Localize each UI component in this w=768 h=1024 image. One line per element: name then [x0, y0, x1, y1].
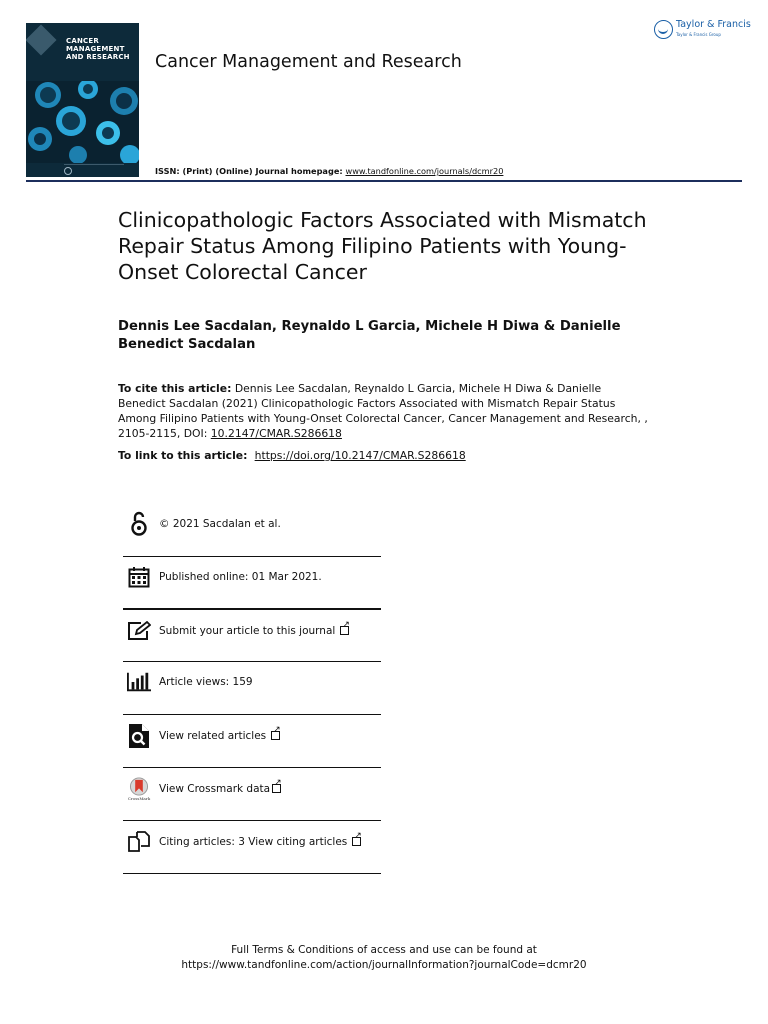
calendar-icon — [127, 565, 151, 589]
doi-link[interactable]: 10.2147/CMAR.S286618 — [210, 427, 342, 440]
header-divider — [26, 180, 742, 182]
edit-icon — [127, 619, 151, 643]
cite-label: To cite this article: — [118, 382, 232, 395]
cover-title: CANCER MANAGEMENT AND RESEARCH — [66, 37, 130, 61]
published-date: Published online: 01 Mar 2021. — [159, 570, 322, 583]
submit-article-row[interactable] — [123, 604, 381, 657]
crossmark-logo-text: CrossMark — [127, 795, 151, 801]
journal-name: Cancer Management and Research — [155, 52, 462, 72]
crossmark-icon — [127, 777, 151, 801]
cite-text: Dennis Lee Sacdalan, Reynaldo L Garcia, Michele H Diwa & Danielle Benedict Sacdalan (2021) Clinicopathologic Factors Associated with Mismatch Repair Status Among Filipino Patients with Young-Onset Colorectal Cancer, Cancer Management and Research, , 2105-2115, DOI: — [118, 382, 648, 440]
issn-label: ISSN: (Print) (Online) Journal homepage: — [155, 166, 346, 176]
cover-badge — [26, 24, 57, 55]
related-articles-row[interactable] — [123, 709, 381, 762]
copyright-row — [123, 497, 381, 550]
taylor-francis-logo-icon — [654, 20, 673, 39]
terms-url[interactable]: https://www.tandfonline.com/action/journalInformation?journalCode=dcmr20 — [181, 959, 587, 971]
external-link-icon — [271, 731, 280, 740]
article-link-row — [118, 449, 466, 462]
citing-articles-icon — [127, 830, 151, 854]
crossmark-link[interactable]: View Crossmark data — [159, 782, 271, 795]
related-articles-link[interactable]: View related articles — [159, 729, 267, 742]
publisher-name: Taylor & Francis — [676, 19, 751, 30]
journal-cover-image — [26, 23, 139, 177]
bar-chart-icon — [127, 670, 151, 694]
copyright-text: © 2021 Sacdalan et al. — [159, 517, 281, 530]
citing-articles-link[interactable]: Citing articles: 3 View citing articles — [159, 835, 348, 848]
article-title: Clinicopathologic Factors Associated with Mismatch Repair Status Among Filipino Patients with Young-Onset Colorectal Cancer — [118, 208, 647, 284]
article-views: Article views: 159 — [159, 675, 253, 688]
citing-articles-row[interactable] — [123, 815, 381, 868]
link-label: To link to this article: — [118, 449, 252, 462]
article-authors: Dennis Lee Sacdalan, Reynaldo L Garcia, Michele H Diwa & Danielle Benedict Sacdalan — [118, 319, 621, 352]
external-link-icon — [340, 626, 349, 635]
cover-publisher-mark — [64, 164, 124, 173]
open-access-icon — [127, 512, 151, 536]
terms-footer — [0, 943, 768, 973]
crossmark-row[interactable] — [123, 762, 381, 815]
meta-divider — [123, 873, 381, 874]
journal-homepage-link[interactable]: www.tandfonline.com/journals/dcmr20 — [345, 166, 504, 176]
citation-block — [118, 381, 648, 441]
issn-line — [155, 166, 503, 176]
external-link-icon — [352, 837, 361, 846]
cover-cells-illustration — [26, 81, 139, 163]
submit-article-link[interactable]: Submit your article to this journal — [159, 624, 336, 637]
publisher-subname: Taylor & Francis Group — [676, 32, 721, 37]
external-link-icon — [272, 784, 281, 793]
article-doi-url[interactable]: https://doi.org/10.2147/CMAR.S286618 — [254, 449, 466, 462]
publisher-logo[interactable] — [654, 20, 751, 40]
published-row — [123, 550, 381, 603]
terms-line: Full Terms & Conditions of access and use can be found at — [231, 944, 537, 956]
search-document-icon — [127, 724, 151, 748]
article-views-row — [123, 655, 381, 708]
